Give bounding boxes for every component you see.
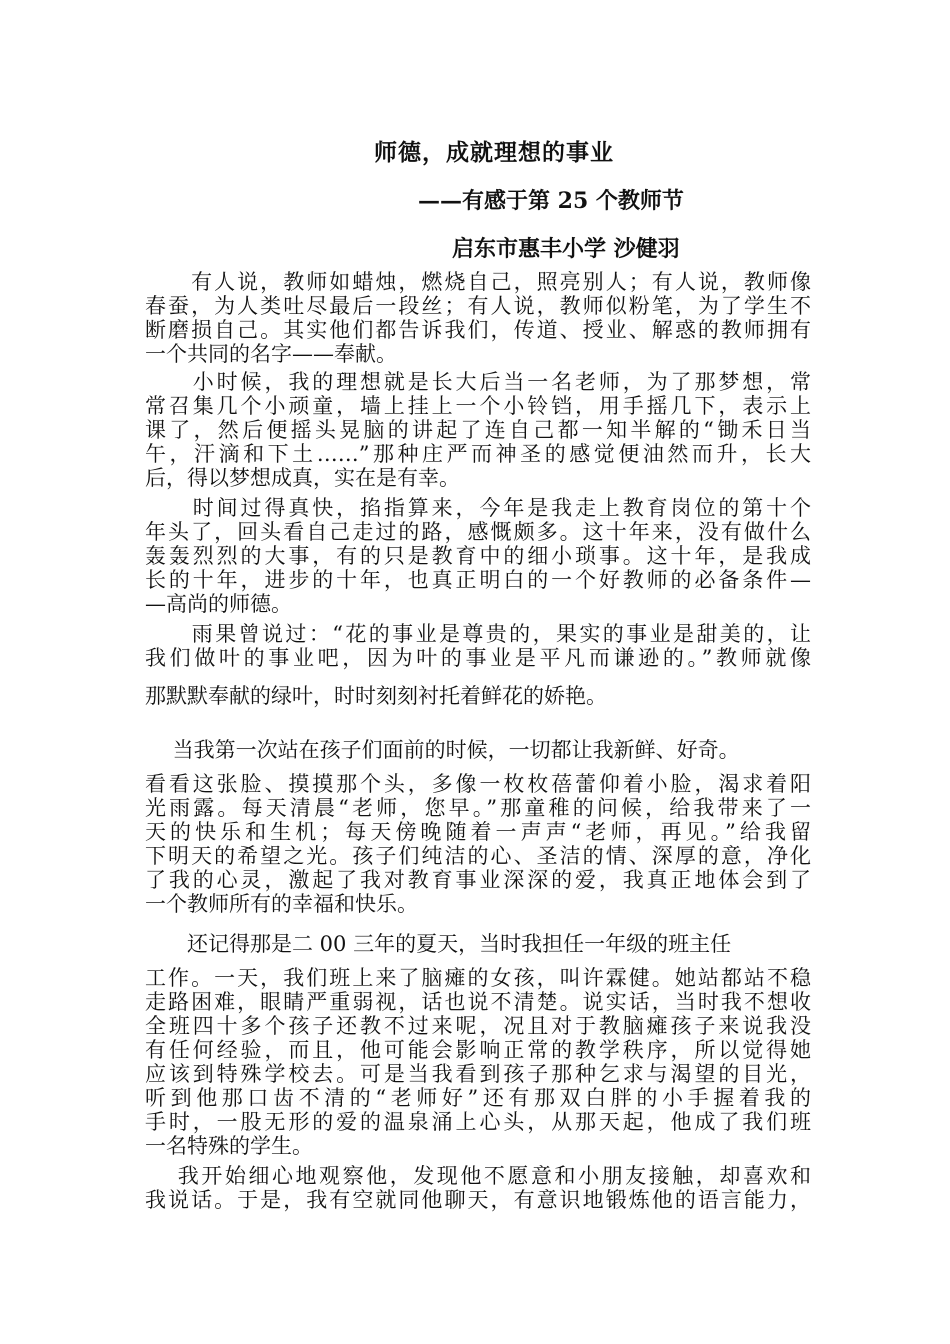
paragraph-2	[145, 370, 811, 490]
text-line: 我说话。于是，我有空就同他聊天，有意识地锻炼他的语言能力，	[145, 1188, 811, 1212]
paragraph-8	[145, 932, 811, 956]
text-line: 时间过得真快，掐指算来，今年是我走上教育岗位的第十个	[145, 496, 811, 520]
text-line: 我们做叶的事业吧，因为叶的事业是平凡而谦逊的。”教师就像	[145, 646, 811, 670]
text-line: 课了，然后便摇头晃脑的讲起了连自己都一知半解的“锄禾日当	[145, 418, 811, 442]
text-line: 全班四十多个孩子还教不过来呢，况且对于教脑瘫孩子来说我没	[145, 1014, 811, 1038]
text-line: 一个教师所有的幸福和快乐。	[145, 892, 418, 916]
text-line: 了我的心灵，激起了我对教育事业深深的爱，我真正地体会到了	[145, 868, 811, 892]
document-subtitle: ——有感于第 25 个教师节	[418, 188, 684, 214]
paragraph-7	[145, 772, 811, 916]
paragraph-10	[145, 1164, 811, 1212]
text-line: 看看这张脸、摸摸那个头，多像一枚枚蓓蕾仰着小脸，渴求着阳	[145, 772, 811, 796]
text-line: 手时，一股无形的爱的温泉涌上心头，从那天起，他成了我们班	[145, 1110, 811, 1134]
paragraph-9	[145, 966, 811, 1158]
text-line: 午，汗滴和下土……”那种庄严而神圣的感觉便油然而升，长大	[145, 442, 811, 466]
text-line: 有任何经验，而且，他可能会影响正常的教学秩序，所以觉得她	[145, 1038, 811, 1062]
text-line: 一个共同的名字——奉献。	[145, 342, 397, 366]
text-line: 长的十年，进步的十年，也真正明白的一个好教师的必备条件—	[145, 568, 811, 592]
text-line: 后，得以梦想成真，实在是有幸。	[145, 466, 460, 490]
document-author: 启东市惠丰小学 沙健羽	[452, 236, 680, 262]
text-line: 年头了，回头看自己走过的路，感慨颇多。这十年来，没有做什么	[145, 520, 811, 544]
text-line: 常召集几个小顽童，墙上挂上一个小铃铛，用手摇几下，表示上	[145, 394, 811, 418]
paragraph-6	[145, 738, 811, 762]
text-line: 断磨损自己。其实他们都告诉我们，传道、授业、解惑的教师拥有	[145, 318, 811, 342]
text-line: 春蚕，为人类吐尽最后一段丝；有人说，教师似粉笔，为了学生不	[145, 294, 811, 318]
text-line: 天的快乐和生机；每天傍晚随着一声声“老师，再见。”给我留	[145, 820, 811, 844]
document-title: 师德，成就理想的事业	[374, 139, 614, 166]
paragraph-1	[145, 270, 811, 366]
text-line: 轰轰烈烈的大事，有的只是教育中的细小琐事。这十年，是我成	[145, 544, 811, 568]
text-line: 一名特殊的学生。	[145, 1134, 313, 1158]
text-line: —高尚的师德。	[145, 592, 292, 616]
text-line: 光雨露。每天清晨“老师，您早。”那童稚的问候，给我带来了一	[145, 796, 811, 820]
text-line: 那默默奉献的绿叶，时时刻刻衬托着鲜花的娇艳。	[145, 684, 607, 708]
text-line: 我开始细心地观察他，发现他不愿意和小朋友接触，却喜欢和	[145, 1164, 811, 1188]
text-line: 雨果曾说过：“花的事业是尊贵的，果实的事业是甜美的，让	[145, 622, 811, 646]
text-line: 当我第一次站在孩子们面前的时候，一切都让我新鲜、好奇。	[145, 738, 740, 762]
text-line: 听到他那口齿不清的“老师好”还有那双白胖的小手握着我的	[145, 1086, 811, 1110]
paragraph-5	[145, 684, 811, 708]
text-line: 小时候，我的理想就是长大后当一名老师，为了那梦想，常	[145, 370, 811, 394]
paragraph-4	[145, 622, 811, 670]
text-line: 有人说，教师如蜡烛，燃烧自己，照亮别人；有人说，教师像	[145, 270, 811, 294]
text-line: 工作。一天，我们班上来了脑瘫的女孩，叫许霖健。她站都站不稳	[145, 966, 811, 990]
text-line: 下明天的希望之光。孩子们纯洁的心、圣洁的情、深厚的意，净化	[145, 844, 811, 868]
text-line: 还记得那是二 00 三年的夏天，当时我担任一年级的班主任	[145, 932, 732, 956]
paragraph-3	[145, 496, 811, 616]
text-line: 应该到特殊学校去。可是当我看到孩子那种乞求与渴望的目光，	[145, 1062, 811, 1086]
text-line: 走路困难，眼睛严重弱视，话也说不清楚。说实话，当时我不想收	[145, 990, 811, 1014]
